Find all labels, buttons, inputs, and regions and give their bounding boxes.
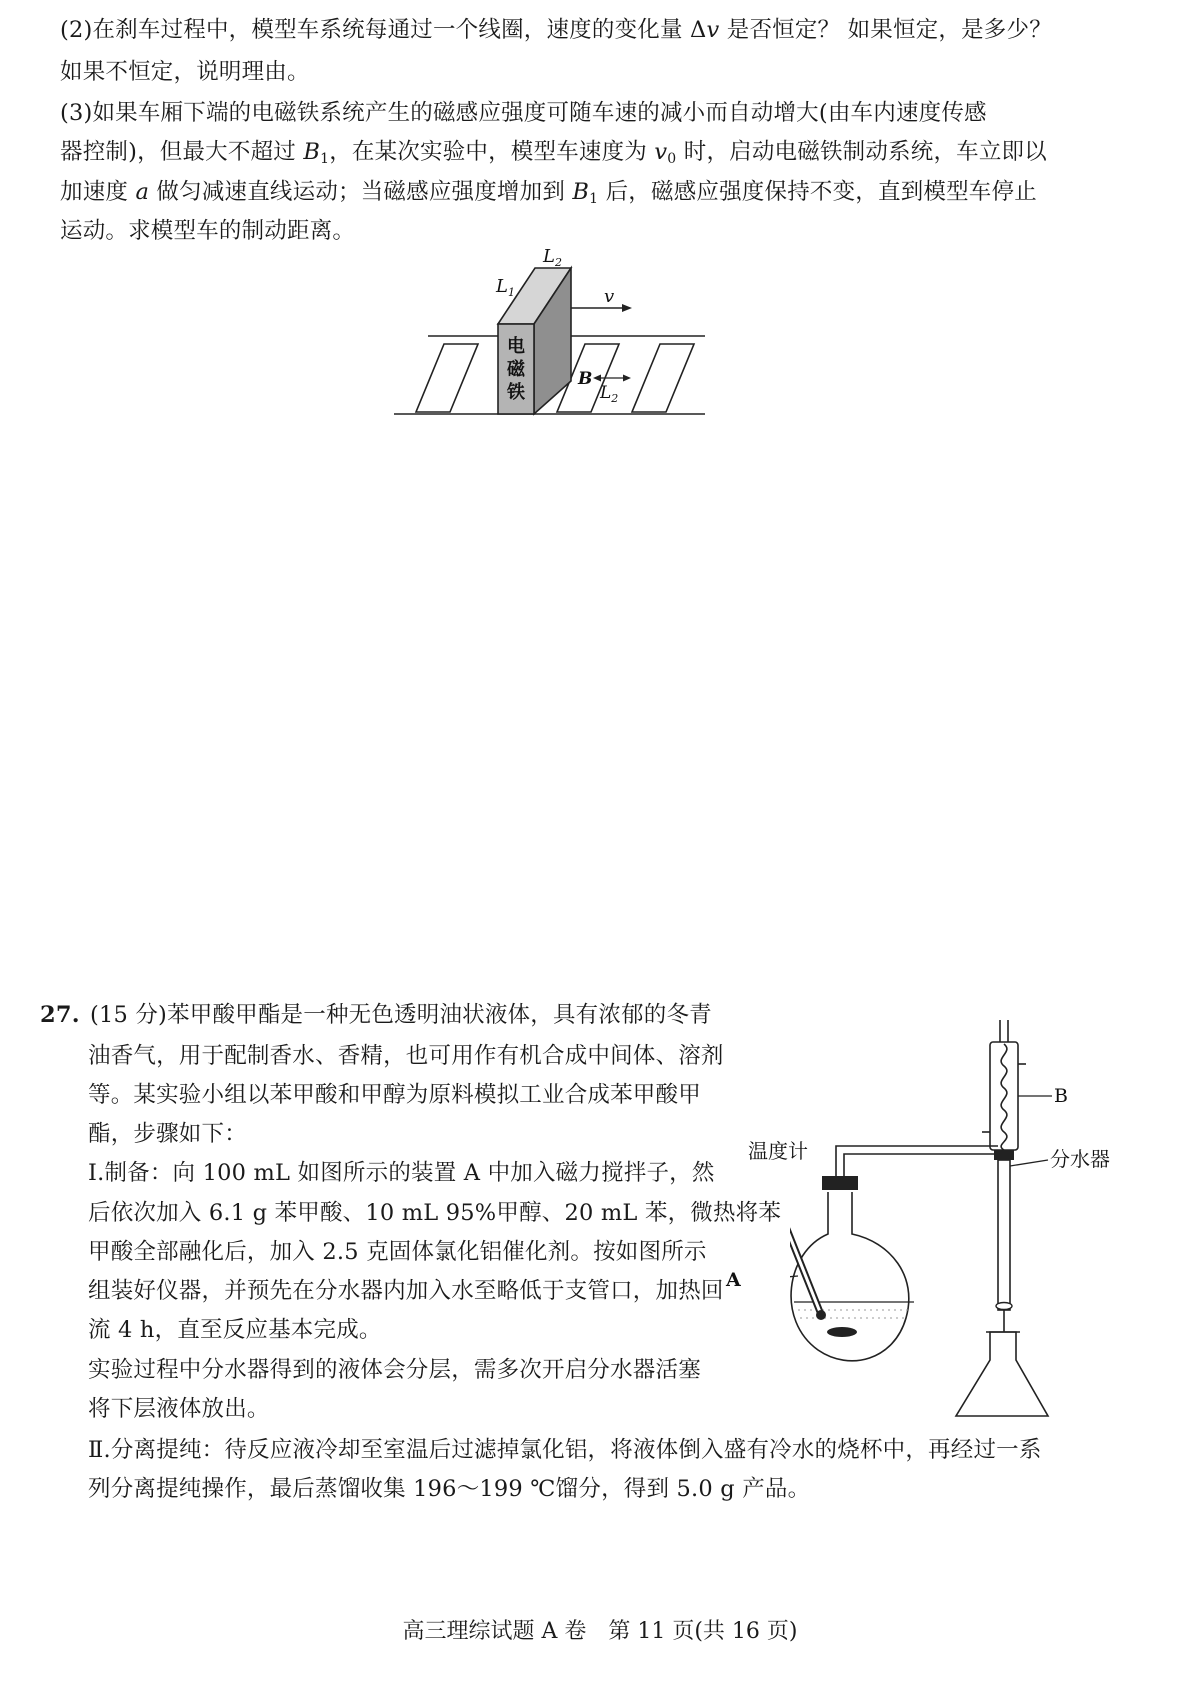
- q27-line-3: 等。某实验小组以苯甲酸和甲醇为原料模拟工业合成苯甲酸甲: [88, 1082, 701, 1108]
- magnet-char-3: 铁: [507, 382, 525, 403]
- q27-line-8: 组装好仪器，并预先在分水器内加入水至略低于支管口，加热回: [88, 1278, 724, 1304]
- label-B: B: [578, 369, 593, 389]
- q27-line-6: 后依次加入 6.1 g 苯甲酸、10 mL 95%甲醇、20 mL 苯，微热将苯: [88, 1200, 782, 1226]
- q27-line-13: 列分离提纯操作，最后蒸馏收集 196～199 ℃馏分，得到 5.0 g 产品。: [88, 1476, 811, 1502]
- separator-tube: [998, 1160, 1010, 1310]
- side-arm: [836, 1146, 998, 1180]
- q27-line-7: 甲酸全部融化后，加入 2.5 克固体氯化铝催化剂。按如图所示: [88, 1239, 707, 1265]
- conical-flask: [956, 1332, 1048, 1416]
- q27-line-1: 27. (15 分)苯甲酸甲酯是一种无色透明油状液体，具有浓郁的冬青: [40, 1002, 712, 1028]
- label-thermometer: 温度计: [748, 1139, 808, 1163]
- electromagnet-figure: [380, 240, 720, 430]
- q27-number: 27.: [40, 1002, 80, 1028]
- apparatus-figure: [790, 1020, 1150, 1420]
- q27-line-2: 油香气，用于配制香水、香精，也可用作有机合成中间体、溶剂: [88, 1043, 724, 1069]
- q27-line-5: Ⅰ.制备：向 100 mL 如图所示的装置 A 中加入磁力搅拌子，然: [88, 1160, 715, 1186]
- condenser-jacket: [990, 1042, 1018, 1150]
- q26-part3-line3: 加速度 a 做匀减速直线运动；当磁感应强度增加到 $B_1$ 后，磁感应强度保持不变，直到模型车停止: [60, 179, 1037, 207]
- q27-line-9: 流 4 h，直至反应基本完成。: [88, 1317, 382, 1343]
- q27-line-11: 将下层液体放出。: [88, 1396, 270, 1422]
- coil-1: [416, 344, 478, 412]
- q26-part2-line2: 如果不恒定，说明理由。: [60, 59, 310, 85]
- magnet-char-1: 电: [507, 336, 525, 357]
- q27-line-10: 实验过程中分水器得到的液体会分层，需多次开启分水器活塞: [88, 1357, 701, 1383]
- q27-line-4: 酯，步骤如下：: [88, 1121, 247, 1147]
- coil-width-arrowhead-right: [623, 375, 631, 382]
- label-A: A: [726, 1269, 741, 1291]
- side-arm-inner: [844, 1154, 998, 1180]
- page-footer: 高三理综试题 A 卷 第 11 页(共 16 页): [402, 1619, 798, 1644]
- label-L1: $L_1$: [496, 276, 515, 299]
- label-B: B: [1054, 1085, 1068, 1107]
- velocity-arrowhead: [622, 304, 632, 312]
- condenser-joint: [994, 1150, 1014, 1160]
- label-L2-top: $L_2$: [543, 246, 562, 269]
- q26-part2-line1: (2)在刹车过程中，模型车系统每通过一个线圈，速度的变化量 Δv 是否恒定？ 如果恒定，是多少？: [60, 17, 1052, 43]
- label-v: v: [604, 286, 615, 307]
- stir-bar: [827, 1327, 857, 1337]
- apparatus-labels: [720, 1100, 840, 1300]
- coil-3: [632, 344, 694, 412]
- label-L2-coil: $L_2$: [600, 383, 619, 405]
- stopcock: [996, 1303, 1012, 1310]
- thermometer-bulb: [816, 1310, 826, 1320]
- label-separator-leader: [1010, 1160, 1048, 1166]
- q26-part3-line2: 器控制)，但最大不超过 $B_1$，在某次实验中，模型车速度为 $v_0$ 时，启动电磁铁制动系统，车立即以: [60, 139, 1047, 167]
- magnet-char-2: 磁: [507, 359, 525, 380]
- q27-line-12: Ⅱ.分离提纯：待反应液冷却至室温后过滤掉氯化铝，将液体倒入盛有冷水的烧杯中，再经过一系: [88, 1437, 1042, 1463]
- q26-part3-line1: (3)如果车厢下端的电磁铁系统产生的磁感应强度可随车速的减小而自动增大(由车内速度传感: [60, 100, 987, 126]
- label-separator: 分水器: [1050, 1147, 1110, 1171]
- q26-part3-line4: 运动。求模型车的制动距离。: [60, 218, 356, 244]
